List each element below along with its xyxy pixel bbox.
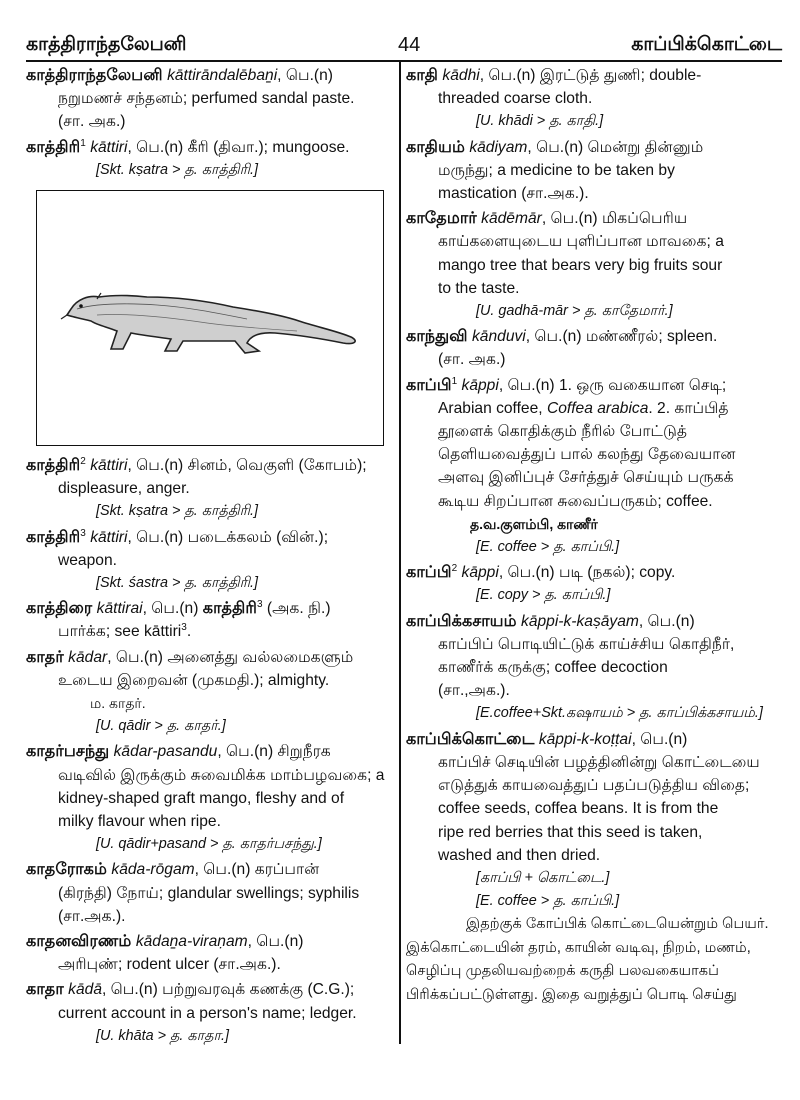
definition-text: , பெ.(n) கரப்பான்: [194, 861, 320, 879]
etymology: [U. khādi > த. காதி.]: [476, 113, 604, 130]
definition-text: , பெ.(n) சிறுநீரக: [217, 743, 331, 761]
coinage-note: த.வ.குளம்பி, காணீர்: [470, 515, 598, 532]
transliteration: kāttirāndalēbaṉi: [167, 67, 278, 84]
definition-text: (கிரந்தி) நோய்; glandular swellings; syphilis: [58, 884, 360, 902]
etymology: [காப்பி + கொட்டை.]: [476, 869, 610, 886]
page-number: 44: [398, 34, 421, 56]
definition-text: , பெ.(n) படி (நகல்); copy.: [498, 564, 676, 582]
transliteration: kādaṉa-viraṇam: [135, 933, 248, 951]
definition-text: [406, 397, 778, 420]
definition-text: , பெ.(n) மண்ணீரல்; spleen.: [525, 328, 718, 346]
definition-text: , பெ.(n) 1. ஒரு வகையான செடி;: [498, 376, 727, 394]
entry: [406, 561, 778, 607]
explanatory-note: இதற்குக் கோப்பிக் கொட்டையென்றும் பெயர்.: [466, 916, 769, 933]
definition-text: , பெ.(n): [247, 933, 304, 951]
headword: காதர்பசந்து: [26, 742, 110, 761]
transliteration: kādar: [68, 648, 108, 666]
etymology: [U. gadhā-mār > த. காதேமார்.]: [476, 303, 673, 320]
headword: காதரோகம்: [26, 860, 108, 879]
homonym-number: 1: [451, 375, 458, 387]
definition-text: , பெ.(n) பற்றுவரவுக் கணக்கு (C.G.);: [102, 981, 355, 999]
mongoose-drawing: [37, 191, 383, 445]
transliteration: kāppi-k-koṭṭai: [538, 730, 632, 748]
definition-text: , பெ.(n): [142, 600, 203, 618]
homonym-number: 2: [80, 455, 86, 467]
headword: காதேமார்: [406, 209, 477, 228]
definition-text: kidney-shaped graft mango, fleshy and of: [58, 789, 345, 807]
entry: [26, 858, 392, 928]
mongoose-illustration: [36, 190, 384, 446]
transliteration: kādiyam: [469, 138, 528, 156]
cognate-note: ம. காதர்.: [90, 695, 146, 712]
headword: காதி: [406, 66, 439, 84]
homonym-number: 1: [80, 137, 86, 149]
source-abbrev: (சா.அக.).: [58, 907, 126, 925]
right-column: [406, 64, 778, 1009]
definition-text: , பெ.(n) கீரி (திவா.); mungoose.: [127, 138, 350, 156]
definition-text: காணீர்க் கருக்கு; coffee decoction: [438, 659, 668, 677]
definition-text: mastication (சா.அக.).: [438, 185, 589, 203]
headword: காத்திரை: [26, 599, 93, 618]
entry: [26, 64, 392, 134]
etymology: [Skt. kṣatra > த. காத்திரி.]: [96, 161, 258, 178]
definition-text: நறுமணச் சந்தனம்; perfumed sandal paste.: [58, 90, 355, 108]
header-rule: [26, 60, 782, 62]
headword: காத்திரி: [26, 456, 81, 475]
etymology: [E. coffee > த. காப்பி.]: [476, 539, 620, 556]
etymology: [E. copy > த. காப்பி.]: [476, 587, 611, 604]
entry: [26, 136, 392, 182]
entry: [26, 978, 392, 1048]
transliteration: kādēmār: [481, 210, 542, 228]
definition-text: , பெ.(n) இரட்டுத் துணி; double-: [479, 67, 702, 84]
transliteration: kāttiri: [90, 528, 128, 546]
page-header: [26, 30, 782, 60]
transliteration: kādā: [68, 981, 102, 999]
homonym-number: 3: [181, 622, 187, 634]
definition-text: displeasure, anger.: [58, 480, 190, 498]
definition-text: , பெ.(n) சினம், வெகுளி (கோபம்);: [127, 457, 367, 475]
transliteration: kāttiri: [90, 457, 128, 475]
homonym-number: 2: [451, 563, 458, 575]
see-also: பார்க்க; see kāttiri: [58, 623, 182, 641]
definition-text: , பெ.(n) மிகப்பெரிய: [541, 210, 688, 228]
definition-text: மருந்து; a medicine to be taken by: [438, 161, 675, 179]
explanatory-note: செழிப்பு முதலியவற்றைக் கருதி பலவகையாகப்: [406, 963, 719, 980]
definition-text: Arabian coffee,: [438, 399, 547, 417]
definition-text: (அக. நி.): [262, 600, 331, 618]
entry: [26, 597, 392, 643]
entry: [26, 930, 392, 976]
entry: [406, 374, 778, 560]
entry: [406, 136, 778, 206]
explanatory-note: பிரிக்கப்பட்டுள்ளது. இதை வறுத்துப் பொடி செய்து: [406, 986, 737, 1003]
definition-text: [26, 620, 392, 643]
definition-text: அரிபுண்; rodent ulcer (சா.அக.).: [58, 956, 281, 974]
headword: காப்பி: [406, 375, 452, 394]
definition-text: , பெ.(n): [277, 67, 333, 84]
definition-text: , பெ.(n) அனைத்து வல்லமைகளும்: [107, 648, 354, 666]
definition-text: எடுத்துக் காயவைத்துப் பதப்படுத்திய விதை;: [438, 777, 750, 795]
etymology: [Skt. kṣatra > த. காத்திரி.]: [96, 503, 258, 520]
etymology: [U. khāta > த. காதா.]: [96, 1027, 229, 1044]
header-last-word: காப்பிக்கொட்டை: [631, 34, 782, 55]
definition-text: வடிவில் இருக்கும் சுவைமிக்க மாம்பழவகை; a: [58, 766, 385, 784]
definition-text: , பெ.(n) படைக்கலம் (வின்.);: [127, 528, 329, 546]
entry: [406, 64, 778, 134]
explanatory-note: இக்கொட்டையின் தரம், காயின் வடிவு, நிறம், மணம்,: [406, 939, 751, 956]
definition-text: காப்பிச் செடியின் பழத்தினின்று கொட்டையை: [438, 753, 760, 771]
entry: [406, 728, 778, 1008]
headword: காதர்: [26, 647, 64, 666]
headword: காதா: [26, 980, 64, 999]
definition-text: mango tree that bears very big fruits sour: [438, 256, 723, 274]
transliteration: kāppi: [461, 376, 499, 394]
headword: காத்திரி: [26, 527, 81, 546]
entry: [26, 646, 392, 739]
homonym-number: 3: [257, 599, 263, 611]
headword: காப்பிக்கசாயம்: [406, 611, 517, 630]
source-abbrev: (சா. அக.): [58, 113, 126, 131]
transliteration: kāttirai: [96, 600, 143, 618]
scientific-name: Coffea arabica: [546, 399, 649, 417]
punctuation: .: [186, 623, 192, 641]
definition-text: milky flavour when ripe.: [58, 813, 221, 831]
entry: [26, 454, 392, 524]
definition-text: , பெ.(n): [631, 730, 688, 748]
entry: [26, 526, 392, 596]
definition-text: to the taste.: [438, 279, 520, 297]
definition-text: current account in a person's name; ledger.: [58, 1004, 357, 1022]
transliteration: kāppi-k-kaṣāyam: [521, 612, 639, 630]
entry: [406, 325, 778, 371]
definition-text: ripe red berries that this seed is taken,: [438, 823, 703, 841]
column-divider: [399, 60, 401, 1044]
transliteration: kādhi: [442, 67, 480, 84]
headword: காதனவிரணம்: [26, 932, 132, 951]
headword: காத்திராந்தலேபனி: [26, 66, 163, 84]
entry: [406, 207, 778, 323]
definition-text: கூடிய சிறப்பான சுவைப்பருகம்; coffee.: [438, 492, 713, 510]
homonym-number: 3: [80, 527, 86, 539]
entry: [26, 740, 392, 856]
header-first-word: காத்திராந்தலேபனி: [26, 34, 187, 55]
headword: காதியம்: [406, 137, 465, 156]
definition-text: தூளைக் கொதிக்கும் நீரில் போட்டுத்: [438, 423, 688, 441]
transliteration: kāppi: [461, 564, 499, 582]
definition-text: , பெ.(n) மென்று தின்னும்: [527, 138, 704, 156]
source-abbrev: (சா. அக.): [438, 351, 506, 369]
definition-text: . 2. காப்பித்: [648, 399, 729, 417]
entry: [406, 610, 778, 726]
etymology: [U. qādir+pasand > த. காதர்பசந்து.]: [96, 836, 322, 853]
etymology: [Skt. śastra > த. காத்திரி.]: [96, 575, 258, 592]
left-column: [26, 64, 392, 1050]
definition-text: weapon.: [58, 551, 117, 569]
definition-text: threaded coarse cloth.: [438, 90, 593, 108]
transliteration: kānduvi: [472, 328, 526, 346]
etymology: [E. coffee > த. காப்பி.]: [476, 893, 620, 910]
definition-text: காய்களையுடைய புளிப்பான மாவகை; a: [438, 233, 724, 251]
headword: காந்துவி: [406, 327, 468, 346]
transliteration: kāda-rōgam: [111, 861, 195, 879]
definition-text: காப்பிப் பொடியிட்டுக் காய்ச்சிய கொதிநீர்,: [438, 635, 735, 653]
definition-text: , பெ.(n): [638, 612, 695, 630]
headword: காப்பிக்கொட்டை: [406, 729, 535, 748]
source-abbrev: (சா.,அக.).: [438, 682, 510, 700]
transliteration: kāttiri: [90, 138, 128, 156]
etymology: [U. qādir > த. காதர்.]: [96, 718, 226, 735]
definition-text: தெளியவைத்துப் பால் கலந்து தேவையான: [438, 446, 736, 464]
definition-text: உடைய இறைவன் (முகமதி.); almighty.: [58, 671, 330, 689]
etymology: [E.coffee+Skt.கஷாயம் > த. காப்பிக்கசாயம்.]: [476, 705, 763, 722]
definition-text: coffee seeds, coffea beans. It is from the: [438, 800, 719, 818]
headword: காப்பி: [406, 563, 452, 582]
definition-text: அளவு இனிப்புச் சேர்த்துச் செய்யும் பருகக்: [438, 469, 734, 487]
cross-reference: காத்திரி: [202, 599, 258, 618]
transliteration: kādar-pasandu: [113, 743, 218, 761]
headword: காத்திரி: [26, 137, 81, 156]
definition-text: washed and then dried.: [438, 846, 601, 864]
